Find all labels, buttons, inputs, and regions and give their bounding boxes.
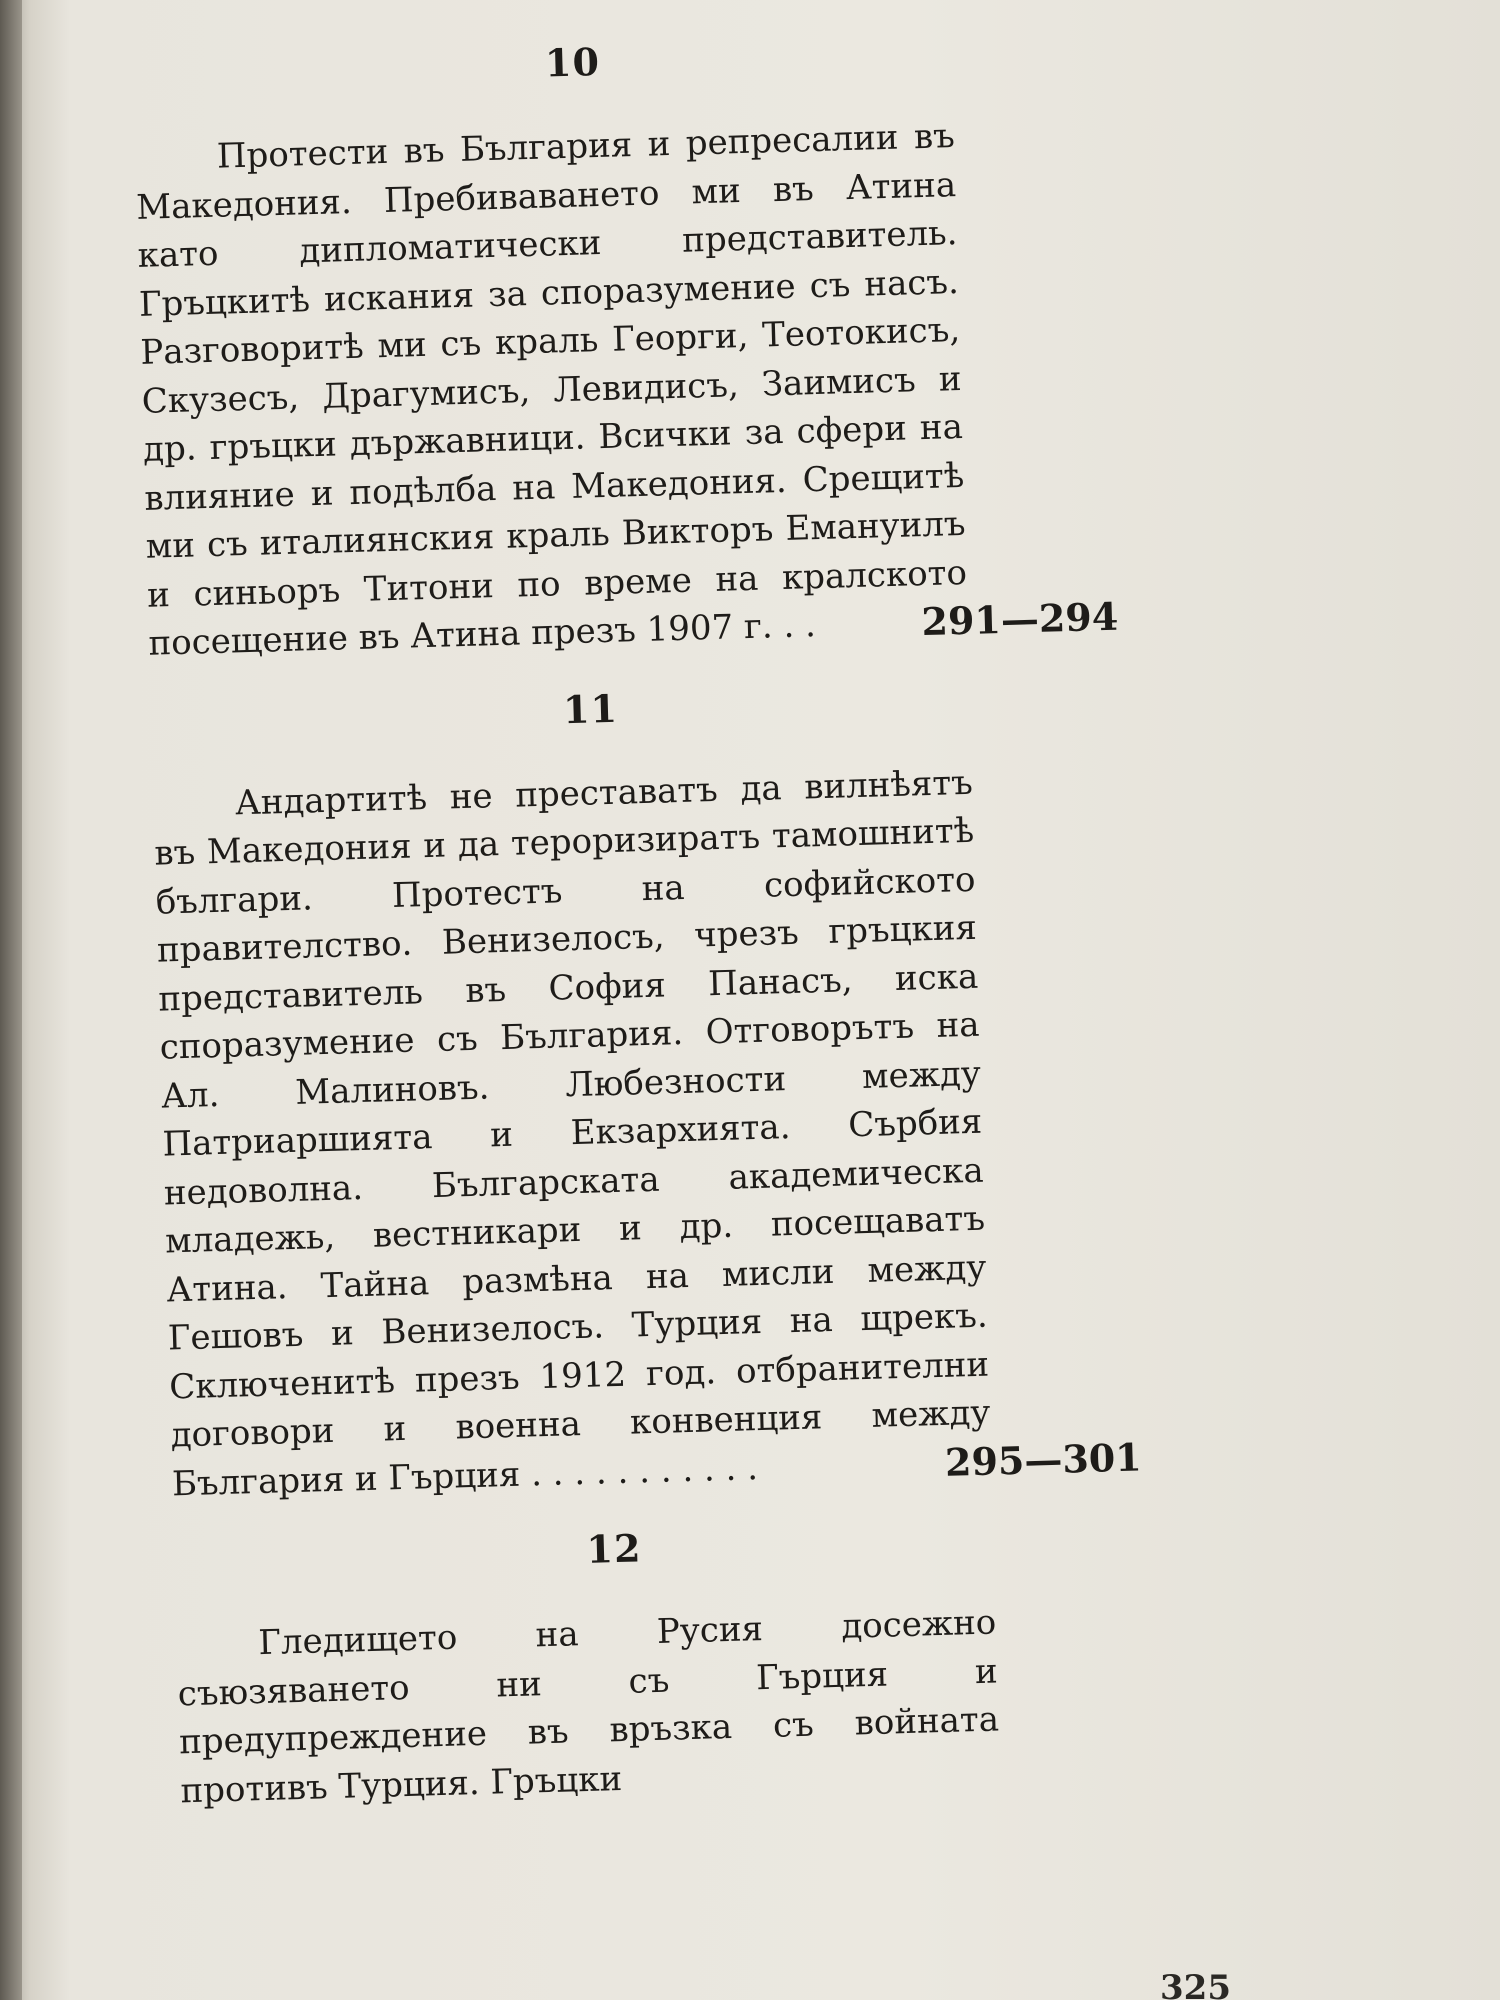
section-12-entry [176, 1598, 1001, 1815]
section-11-summary: Андартитѣ не преставатъ да вилнѣятъ въ Македония и да тероризиратъ тамошнитѣ българи. Протестъ на софийското правителство. Венизелосъ, чрезъ гръцкия представитель въ София Панасъ, иска споразумение съ България. Отговорътъ на Ал. Малиновъ. Любезности между Патриаршията и Екзархията. Сърбия недоволна. Българската академическа младежь, вестникари и др. посещаватъ Атина. Тайна размѣна на мисли между Гешовъ и Венизелосъ. Турция на щрекъ. Сключенитѣ презъ 1912 год. отбранителни договори и военна конвенция между България и Гърция . . . . . . . . . . . [153, 762, 991, 1504]
section-11-entry [152, 758, 1143, 1508]
section-10-summary: Протести въ България и репресалии въ Македония. Пребиваването ми въ Атина като дипломатически представитель. Гръцкитѣ искания за споразумение съ насъ. Разговоритѣ ми съ краль Георги, Теотокисъ, Скузесъ, Драгумисъ, Левидисъ, Заимисъ и др. гръцки държавници. Всички за сфери на влияние и подѣлба на Македония. Срещитѣ ми съ италиянския краль Викторъ Емануилъ и синьоръ Титони по време на кралското посещение въ Атина презъ 1907 г. . . [135, 116, 968, 664]
section-10-page-range: 291—294 [920, 593, 1119, 645]
book-spine [0, 0, 22, 2000]
table-of-contents-column [132, 27, 1143, 1845]
section-10-entry [134, 112, 1119, 668]
section-number-10: 10 [544, 38, 601, 86]
section-11-page-range: 295—301 [944, 1433, 1143, 1485]
section-12-summary: Гледището на Русия досежно съюзяването ни съ Гърция и предупреждение въ връзка съ войната противъ Турция. Гръцки [177, 1602, 1000, 1811]
section-number-11: 11 [562, 685, 619, 732]
section-number-12: 12 [585, 1525, 643, 1572]
page-folio-number: 325 [1160, 1968, 1231, 2000]
